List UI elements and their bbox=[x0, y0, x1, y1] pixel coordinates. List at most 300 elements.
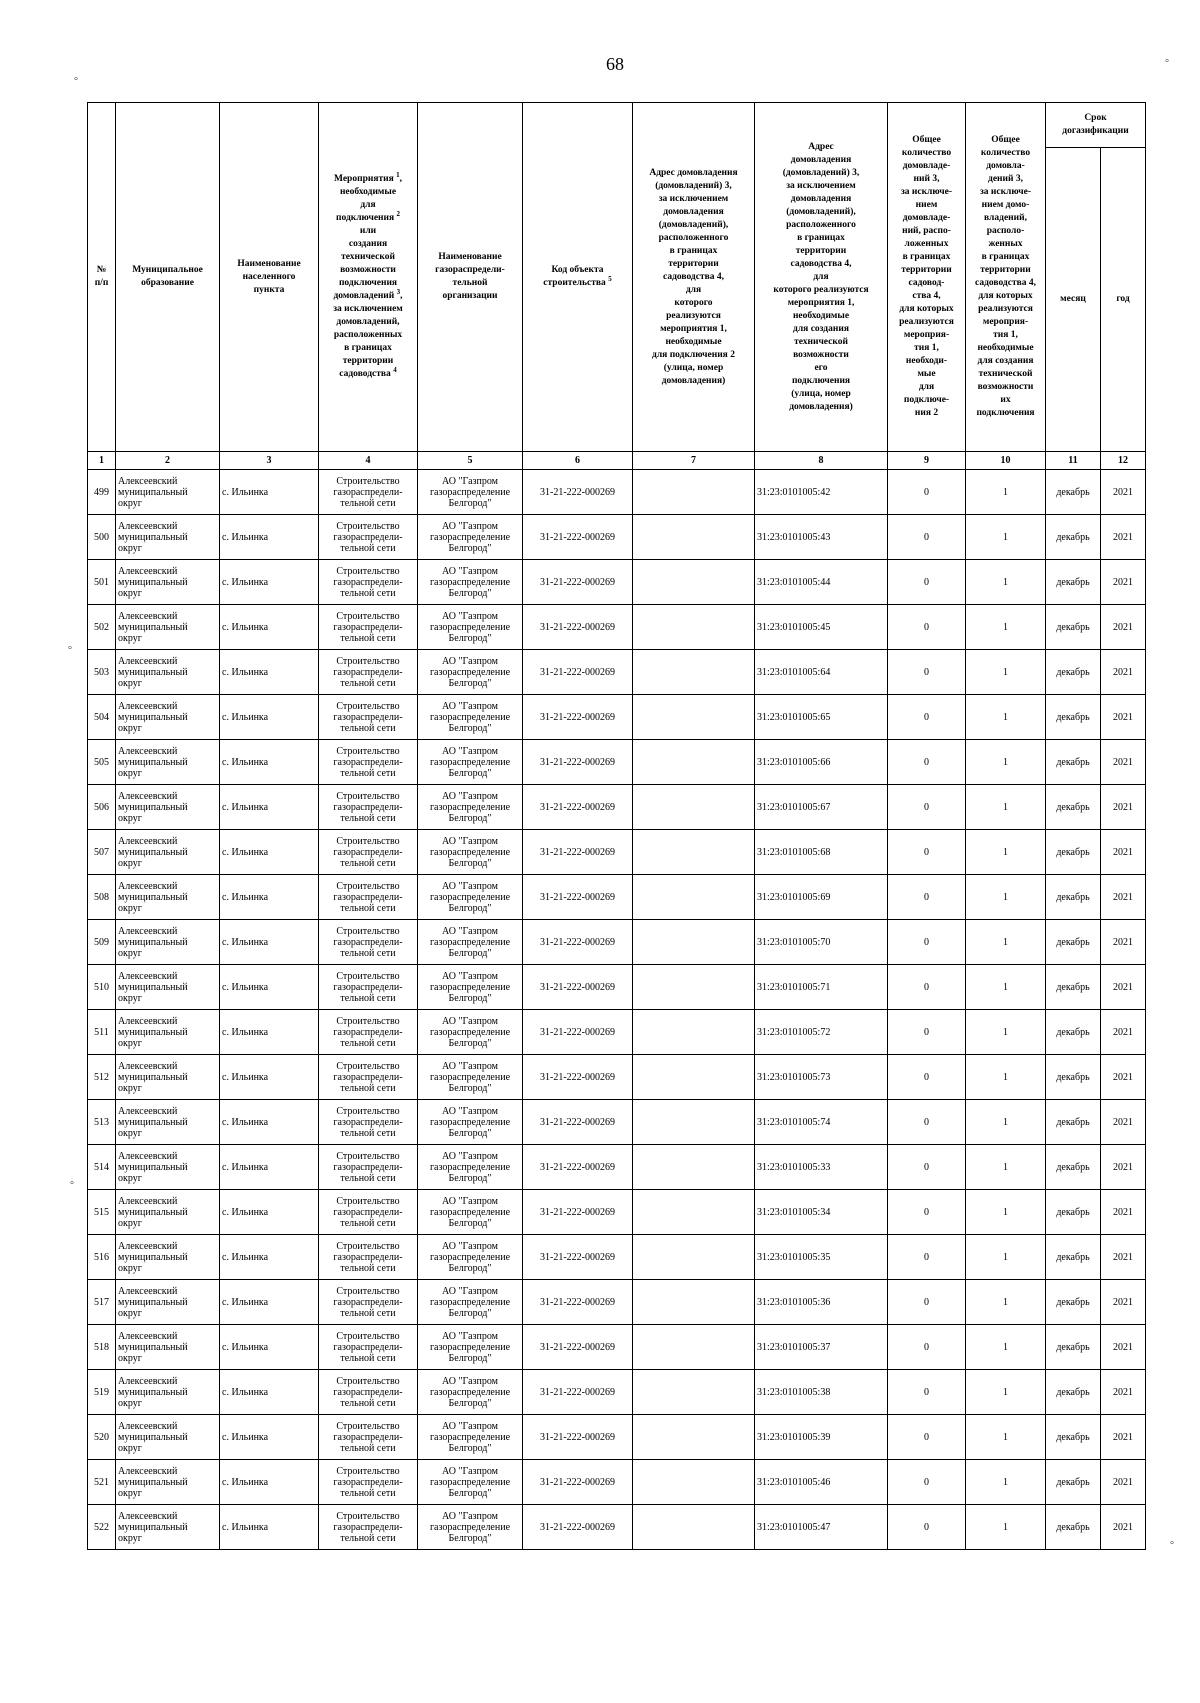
table-row bbox=[88, 1055, 1146, 1100]
cell-count-capacity: 1 bbox=[966, 560, 1046, 605]
cell-month: декабрь bbox=[1046, 515, 1101, 560]
column-number: 4 bbox=[319, 452, 418, 470]
cell-address-street bbox=[633, 605, 755, 650]
cell-address-street bbox=[633, 1280, 755, 1325]
header-address-cadastral: Адрес домовладения (домовладений) 3, за исключением домовладения (домовладений), расположенного в границах территории садоводства 4, для которого реализуются мероприятия 1, необходимые для создания технической возможности его подключения (улица, номер домовладения) bbox=[755, 103, 888, 452]
cell-settlement: с. Ильинка bbox=[220, 1280, 319, 1325]
table-row bbox=[88, 1325, 1146, 1370]
cell-num: 512 bbox=[88, 1055, 116, 1100]
cell-num: 499 bbox=[88, 470, 116, 515]
cell-object-code: 31-21-222-000269 bbox=[523, 1055, 633, 1100]
cell-activity: Строительство газораспредели- тельной сети bbox=[319, 1100, 418, 1145]
cell-activity: Строительство газораспредели- тельной сети bbox=[319, 1235, 418, 1280]
cell-object-code: 31-21-222-000269 bbox=[523, 1415, 633, 1460]
cell-municipality: Алексеевский муниципальный округ bbox=[116, 1460, 220, 1505]
cell-address-cadastral: 31:23:0101005:67 bbox=[755, 785, 888, 830]
cell-num: 513 bbox=[88, 1100, 116, 1145]
table-row bbox=[88, 1190, 1146, 1235]
cell-year: 2021 bbox=[1101, 1370, 1146, 1415]
cell-activity: Строительство газораспредели- тельной сети bbox=[319, 920, 418, 965]
cell-municipality: Алексеевский муниципальный округ bbox=[116, 1100, 220, 1145]
cell-address-street bbox=[633, 920, 755, 965]
cell-settlement: с. Ильинка bbox=[220, 695, 319, 740]
cell-gas-org: АО "Газпром газораспределение Белгород" bbox=[418, 920, 523, 965]
cell-gas-org: АО "Газпром газораспределение Белгород" bbox=[418, 1190, 523, 1235]
cell-object-code: 31-21-222-000269 bbox=[523, 1370, 633, 1415]
cell-count-connect: 0 bbox=[888, 1325, 966, 1370]
cell-gas-org: АО "Газпром газораспределение Белгород" bbox=[418, 605, 523, 650]
cell-gas-org: АО "Газпром газораспределение Белгород" bbox=[418, 695, 523, 740]
cell-year: 2021 bbox=[1101, 470, 1146, 515]
cell-num: 502 bbox=[88, 605, 116, 650]
header-activity-mid2: или создания технической возможности подключения домовладений bbox=[333, 226, 398, 301]
cell-year: 2021 bbox=[1101, 785, 1146, 830]
cell-municipality: Алексеевский муниципальный округ bbox=[116, 830, 220, 875]
cell-num: 510 bbox=[88, 965, 116, 1010]
cell-month: декабрь bbox=[1046, 695, 1101, 740]
cell-address-cadastral: 31:23:0101005:73 bbox=[755, 1055, 888, 1100]
cell-municipality: Алексеевский муниципальный округ bbox=[116, 560, 220, 605]
cell-municipality: Алексеевский муниципальный округ bbox=[116, 515, 220, 560]
cell-municipality: Алексеевский муниципальный округ bbox=[116, 1280, 220, 1325]
cell-month: декабрь bbox=[1046, 965, 1101, 1010]
cell-address-cadastral: 31:23:0101005:66 bbox=[755, 740, 888, 785]
cell-month: декабрь bbox=[1046, 1460, 1101, 1505]
cell-num: 511 bbox=[88, 1010, 116, 1055]
cell-settlement: с. Ильинка bbox=[220, 965, 319, 1010]
cell-address-street bbox=[633, 1100, 755, 1145]
cell-settlement: с. Ильинка bbox=[220, 920, 319, 965]
cell-address-street bbox=[633, 1325, 755, 1370]
header-count-capacity: Общее количество домовла- дений 3, за исключе- нием домо- владений, располо- женных в границах территории садоводства 4, для которых реализуются мероприя- тия 1, необходимые для создания технической возможности их подключения bbox=[966, 103, 1046, 452]
cell-municipality: Алексеевский муниципальный округ bbox=[116, 740, 220, 785]
column-number: 3 bbox=[220, 452, 319, 470]
cell-object-code: 31-21-222-000269 bbox=[523, 1145, 633, 1190]
cell-num: 504 bbox=[88, 695, 116, 740]
cell-address-street bbox=[633, 1145, 755, 1190]
cell-count-connect: 0 bbox=[888, 1505, 966, 1550]
cell-year: 2021 bbox=[1101, 515, 1146, 560]
table-row bbox=[88, 515, 1146, 560]
table-row bbox=[88, 1145, 1146, 1190]
cell-object-code: 31-21-222-000269 bbox=[523, 920, 633, 965]
cell-num: 519 bbox=[88, 1370, 116, 1415]
cell-activity: Строительство газораспредели- тельной сети bbox=[319, 515, 418, 560]
cell-year: 2021 bbox=[1101, 650, 1146, 695]
cell-month: декабрь bbox=[1046, 1010, 1101, 1055]
cell-count-capacity: 1 bbox=[966, 1055, 1046, 1100]
cell-count-capacity: 1 bbox=[966, 875, 1046, 920]
cell-count-connect: 0 bbox=[888, 650, 966, 695]
cell-count-capacity: 1 bbox=[966, 740, 1046, 785]
column-number: 8 bbox=[755, 452, 888, 470]
cell-month: декабрь bbox=[1046, 830, 1101, 875]
cell-settlement: с. Ильинка bbox=[220, 650, 319, 695]
cell-address-street bbox=[633, 1505, 755, 1550]
cell-municipality: Алексеевский муниципальный округ bbox=[116, 1055, 220, 1100]
cell-address-cadastral: 31:23:0101005:34 bbox=[755, 1190, 888, 1235]
header-year: год bbox=[1101, 148, 1146, 452]
cell-address-street bbox=[633, 875, 755, 920]
column-number: 5 bbox=[418, 452, 523, 470]
cell-address-cadastral: 31:23:0101005:33 bbox=[755, 1145, 888, 1190]
cell-year: 2021 bbox=[1101, 605, 1146, 650]
cell-num: 507 bbox=[88, 830, 116, 875]
header-object-code bbox=[523, 103, 633, 452]
cell-count-capacity: 1 bbox=[966, 695, 1046, 740]
column-number-row bbox=[88, 452, 1146, 470]
cell-month: декабрь bbox=[1046, 605, 1101, 650]
cell-month: декабрь bbox=[1046, 1415, 1101, 1460]
cell-settlement: с. Ильинка bbox=[220, 1145, 319, 1190]
cell-address-cadastral: 31:23:0101005:65 bbox=[755, 695, 888, 740]
cell-month: декабрь bbox=[1046, 1370, 1101, 1415]
cell-count-capacity: 1 bbox=[966, 1100, 1046, 1145]
cell-address-cadastral: 31:23:0101005:71 bbox=[755, 965, 888, 1010]
header-object-code-label: Код объекта строительства bbox=[543, 265, 606, 288]
cell-activity: Строительство газораспредели- тельной сети bbox=[319, 1370, 418, 1415]
cell-address-cadastral: 31:23:0101005:37 bbox=[755, 1325, 888, 1370]
cell-address-street bbox=[633, 830, 755, 875]
cell-num: 509 bbox=[88, 920, 116, 965]
cell-address-cadastral: 31:23:0101005:68 bbox=[755, 830, 888, 875]
header-activity-main: Мероприятия bbox=[334, 174, 397, 184]
cell-num: 517 bbox=[88, 1280, 116, 1325]
cell-num: 500 bbox=[88, 515, 116, 560]
gasification-table bbox=[87, 102, 1146, 1550]
column-number: 6 bbox=[523, 452, 633, 470]
cell-gas-org: АО "Газпром газораспределение Белгород" bbox=[418, 650, 523, 695]
cell-year: 2021 bbox=[1101, 875, 1146, 920]
cell-settlement: с. Ильинка bbox=[220, 1415, 319, 1460]
cell-num: 506 bbox=[88, 785, 116, 830]
table-row bbox=[88, 965, 1146, 1010]
cell-object-code: 31-21-222-000269 bbox=[523, 740, 633, 785]
cell-address-cadastral: 31:23:0101005:70 bbox=[755, 920, 888, 965]
header-num: № п/п bbox=[88, 103, 116, 452]
cell-settlement: с. Ильинка bbox=[220, 740, 319, 785]
cell-activity: Строительство газораспредели- тельной сети bbox=[319, 1010, 418, 1055]
column-number: 2 bbox=[116, 452, 220, 470]
cell-object-code: 31-21-222-000269 bbox=[523, 1190, 633, 1235]
cell-month: декабрь bbox=[1046, 785, 1101, 830]
table-row bbox=[88, 1415, 1146, 1460]
table-row bbox=[88, 1010, 1146, 1055]
cell-month: декабрь bbox=[1046, 470, 1101, 515]
cell-count-connect: 0 bbox=[888, 1460, 966, 1505]
cell-address-street bbox=[633, 740, 755, 785]
cell-settlement: с. Ильинка bbox=[220, 515, 319, 560]
cell-settlement: с. Ильинка bbox=[220, 1370, 319, 1415]
cell-count-connect: 0 bbox=[888, 1100, 966, 1145]
table-row bbox=[88, 605, 1146, 650]
cell-month: декабрь bbox=[1046, 1100, 1101, 1145]
table-row bbox=[88, 785, 1146, 830]
cell-address-cadastral: 31:23:0101005:45 bbox=[755, 605, 888, 650]
cell-year: 2021 bbox=[1101, 1055, 1146, 1100]
cell-activity: Строительство газораспредели- тельной сети bbox=[319, 1460, 418, 1505]
cell-address-street bbox=[633, 560, 755, 605]
cell-settlement: с. Ильинка bbox=[220, 1100, 319, 1145]
cell-address-street bbox=[633, 515, 755, 560]
cell-object-code: 31-21-222-000269 bbox=[523, 605, 633, 650]
cell-count-connect: 0 bbox=[888, 920, 966, 965]
cell-address-cadastral: 31:23:0101005:47 bbox=[755, 1505, 888, 1550]
cell-count-connect: 0 bbox=[888, 1190, 966, 1235]
cell-num: 520 bbox=[88, 1415, 116, 1460]
cell-municipality: Алексеевский муниципальный округ bbox=[116, 695, 220, 740]
cell-object-code: 31-21-222-000269 bbox=[523, 1010, 633, 1055]
cell-address-cadastral: 31:23:0101005:64 bbox=[755, 650, 888, 695]
cell-address-street bbox=[633, 1235, 755, 1280]
cell-count-capacity: 1 bbox=[966, 605, 1046, 650]
cell-gas-org: АО "Газпром газораспределение Белгород" bbox=[418, 1010, 523, 1055]
cell-municipality: Алексеевский муниципальный округ bbox=[116, 965, 220, 1010]
cell-settlement: с. Ильинка bbox=[220, 1505, 319, 1550]
cell-municipality: Алексеевский муниципальный округ bbox=[116, 605, 220, 650]
cell-gas-org: АО "Газпром газораспределение Белгород" bbox=[418, 875, 523, 920]
cell-gas-org: АО "Газпром газораспределение Белгород" bbox=[418, 740, 523, 785]
cell-year: 2021 bbox=[1101, 830, 1146, 875]
cell-year: 2021 bbox=[1101, 965, 1146, 1010]
cell-count-connect: 0 bbox=[888, 605, 966, 650]
cell-count-connect: 0 bbox=[888, 1145, 966, 1190]
cell-count-connect: 0 bbox=[888, 1235, 966, 1280]
cell-count-capacity: 1 bbox=[966, 1235, 1046, 1280]
cell-activity: Строительство газораспредели- тельной сети bbox=[319, 470, 418, 515]
header-activity-mid: , необходимые для подключения bbox=[336, 174, 402, 223]
cell-gas-org: АО "Газпром газораспределение Белгород" bbox=[418, 1460, 523, 1505]
cell-settlement: с. Ильинка bbox=[220, 785, 319, 830]
header-activity-tail: , за исключением домовладений, расположенных в границах территории садоводства bbox=[333, 291, 403, 379]
cell-address-street bbox=[633, 1190, 755, 1235]
cell-year: 2021 bbox=[1101, 1235, 1146, 1280]
cell-year: 2021 bbox=[1101, 740, 1146, 785]
cell-count-capacity: 1 bbox=[966, 965, 1046, 1010]
cell-municipality: Алексеевский муниципальный округ bbox=[116, 1505, 220, 1550]
cell-count-connect: 0 bbox=[888, 1280, 966, 1325]
cell-count-connect: 0 bbox=[888, 830, 966, 875]
cell-count-capacity: 1 bbox=[966, 830, 1046, 875]
cell-count-connect: 0 bbox=[888, 1055, 966, 1100]
cell-gas-org: АО "Газпром газораспределение Белгород" bbox=[418, 1325, 523, 1370]
cell-address-cadastral: 31:23:0101005:38 bbox=[755, 1370, 888, 1415]
header-activity bbox=[319, 103, 418, 452]
cell-num: 516 bbox=[88, 1235, 116, 1280]
table-row bbox=[88, 830, 1146, 875]
scan-speck: ° bbox=[70, 1180, 74, 1191]
cell-month: декабрь bbox=[1046, 560, 1101, 605]
cell-month: декабрь bbox=[1046, 1505, 1101, 1550]
cell-address-street bbox=[633, 965, 755, 1010]
table-row bbox=[88, 920, 1146, 965]
cell-address-street bbox=[633, 695, 755, 740]
cell-municipality: Алексеевский муниципальный округ bbox=[116, 1145, 220, 1190]
cell-month: декабрь bbox=[1046, 920, 1101, 965]
table-row bbox=[88, 1100, 1146, 1145]
cell-month: декабрь bbox=[1046, 875, 1101, 920]
cell-object-code: 31-21-222-000269 bbox=[523, 1460, 633, 1505]
cell-address-cadastral: 31:23:0101005:69 bbox=[755, 875, 888, 920]
cell-address-cadastral: 31:23:0101005:72 bbox=[755, 1010, 888, 1055]
cell-address-cadastral: 31:23:0101005:42 bbox=[755, 470, 888, 515]
cell-gas-org: АО "Газпром газораспределение Белгород" bbox=[418, 785, 523, 830]
cell-address-cadastral: 31:23:0101005:74 bbox=[755, 1100, 888, 1145]
cell-activity: Строительство газораспредели- тельной сети bbox=[319, 650, 418, 695]
column-number: 11 bbox=[1046, 452, 1101, 470]
cell-count-capacity: 1 bbox=[966, 515, 1046, 560]
cell-year: 2021 bbox=[1101, 1100, 1146, 1145]
scan-speck: ° bbox=[68, 645, 72, 656]
cell-address-cadastral: 31:23:0101005:46 bbox=[755, 1460, 888, 1505]
column-number: 9 bbox=[888, 452, 966, 470]
cell-count-connect: 0 bbox=[888, 470, 966, 515]
cell-year: 2021 bbox=[1101, 1325, 1146, 1370]
header-address-street: Адрес домовладения (домовладений) 3, за исключением домовладения (домовладений), расположенного в границах территории садоводства 4, для которого реализуются мероприятия 1, необходимые для подключения 2 (улица, номер домовладения) bbox=[633, 103, 755, 452]
header-settlement: Наименование населенного пункта bbox=[220, 103, 319, 452]
scan-speck: ° bbox=[1165, 58, 1169, 69]
cell-gas-org: АО "Газпром газораспределение Белгород" bbox=[418, 1235, 523, 1280]
header-gas-org: Наименование газораспредели- тельной организации bbox=[418, 103, 523, 452]
cell-count-connect: 0 bbox=[888, 695, 966, 740]
cell-month: декабрь bbox=[1046, 1145, 1101, 1190]
cell-object-code: 31-21-222-000269 bbox=[523, 1505, 633, 1550]
cell-gas-org: АО "Газпром газораспределение Белгород" bbox=[418, 470, 523, 515]
table-row bbox=[88, 740, 1146, 785]
cell-count-capacity: 1 bbox=[966, 1145, 1046, 1190]
cell-municipality: Алексеевский муниципальный округ bbox=[116, 1190, 220, 1235]
cell-activity: Строительство газораспредели- тельной сети bbox=[319, 605, 418, 650]
cell-address-cadastral: 31:23:0101005:39 bbox=[755, 1415, 888, 1460]
cell-count-connect: 0 bbox=[888, 560, 966, 605]
cell-municipality: Алексеевский муниципальный округ bbox=[116, 1010, 220, 1055]
cell-address-street bbox=[633, 1010, 755, 1055]
cell-year: 2021 bbox=[1101, 1145, 1146, 1190]
table-row bbox=[88, 1370, 1146, 1415]
table-row bbox=[88, 470, 1146, 515]
page-number: 68 bbox=[606, 54, 624, 74]
cell-count-capacity: 1 bbox=[966, 1370, 1046, 1415]
cell-gas-org: АО "Газпром газораспределение Белгород" bbox=[418, 1280, 523, 1325]
cell-year: 2021 bbox=[1101, 1415, 1146, 1460]
cell-object-code: 31-21-222-000269 bbox=[523, 515, 633, 560]
cell-count-connect: 0 bbox=[888, 1010, 966, 1055]
cell-count-capacity: 1 bbox=[966, 1280, 1046, 1325]
cell-month: декабрь bbox=[1046, 1190, 1101, 1235]
scan-speck: ° bbox=[1170, 1540, 1174, 1551]
header-activity-footnote-4: 4 bbox=[393, 365, 397, 374]
cell-object-code: 31-21-222-000269 bbox=[523, 1235, 633, 1280]
cell-municipality: Алексеевский муниципальный округ bbox=[116, 1235, 220, 1280]
header-activity-footnote-3: 3 bbox=[396, 287, 401, 296]
cell-activity: Строительство газораспредели- тельной сети bbox=[319, 830, 418, 875]
cell-activity: Строительство газораспредели- тельной сети bbox=[319, 875, 418, 920]
cell-address-street bbox=[633, 1460, 755, 1505]
cell-month: декабрь bbox=[1046, 1235, 1101, 1280]
cell-address-cadastral: 31:23:0101005:35 bbox=[755, 1235, 888, 1280]
table-row bbox=[88, 1235, 1146, 1280]
cell-count-capacity: 1 bbox=[966, 1460, 1046, 1505]
cell-municipality: Алексеевский муниципальный округ bbox=[116, 470, 220, 515]
cell-address-street bbox=[633, 1370, 755, 1415]
cell-activity: Строительство газораспредели- тельной сети bbox=[319, 740, 418, 785]
cell-month: декабрь bbox=[1046, 1325, 1101, 1370]
cell-num: 503 bbox=[88, 650, 116, 695]
table-row bbox=[88, 650, 1146, 695]
cell-month: декабрь bbox=[1046, 740, 1101, 785]
cell-object-code: 31-21-222-000269 bbox=[523, 650, 633, 695]
cell-activity: Строительство газораспредели- тельной сети bbox=[319, 560, 418, 605]
cell-object-code: 31-21-222-000269 bbox=[523, 785, 633, 830]
cell-count-connect: 0 bbox=[888, 875, 966, 920]
cell-settlement: с. Ильинка bbox=[220, 605, 319, 650]
scan-speck: ° bbox=[74, 76, 78, 87]
header-month: месяц bbox=[1046, 148, 1101, 452]
cell-activity: Строительство газораспредели- тельной сети bbox=[319, 1190, 418, 1235]
cell-address-street bbox=[633, 650, 755, 695]
cell-gas-org: АО "Газпром газораспределение Белгород" bbox=[418, 1100, 523, 1145]
cell-gas-org: АО "Газпром газораспределение Белгород" bbox=[418, 515, 523, 560]
cell-year: 2021 bbox=[1101, 1010, 1146, 1055]
cell-num: 514 bbox=[88, 1145, 116, 1190]
cell-object-code: 31-21-222-000269 bbox=[523, 875, 633, 920]
cell-settlement: с. Ильинка bbox=[220, 470, 319, 515]
cell-gas-org: АО "Газпром газораспределение Белгород" bbox=[418, 1505, 523, 1550]
cell-settlement: с. Ильинка bbox=[220, 1460, 319, 1505]
table-row bbox=[88, 1280, 1146, 1325]
cell-month: декабрь bbox=[1046, 650, 1101, 695]
cell-num: 521 bbox=[88, 1460, 116, 1505]
cell-year: 2021 bbox=[1101, 560, 1146, 605]
cell-activity: Строительство газораспредели- тельной сети bbox=[319, 965, 418, 1010]
cell-municipality: Алексеевский муниципальный округ bbox=[116, 1415, 220, 1460]
cell-gas-org: АО "Газпром газораспределение Белгород" bbox=[418, 830, 523, 875]
table-row bbox=[88, 695, 1146, 740]
column-number: 12 bbox=[1101, 452, 1146, 470]
table-row bbox=[88, 1505, 1146, 1550]
header-deadline: Срок догазификации bbox=[1046, 103, 1146, 148]
cell-year: 2021 bbox=[1101, 1505, 1146, 1550]
cell-settlement: с. Ильинка bbox=[220, 875, 319, 920]
cell-activity: Строительство газораспредели- тельной сети bbox=[319, 1415, 418, 1460]
header-activity-footnote-1: 1 bbox=[396, 170, 400, 179]
cell-municipality: Алексеевский муниципальный округ bbox=[116, 650, 220, 695]
cell-gas-org: АО "Газпром газораспределение Белгород" bbox=[418, 965, 523, 1010]
cell-month: декабрь bbox=[1046, 1055, 1101, 1100]
cell-num: 501 bbox=[88, 560, 116, 605]
cell-municipality: Алексеевский муниципальный округ bbox=[116, 785, 220, 830]
column-number: 1 bbox=[88, 452, 116, 470]
cell-count-connect: 0 bbox=[888, 785, 966, 830]
cell-count-capacity: 1 bbox=[966, 1505, 1046, 1550]
cell-count-connect: 0 bbox=[888, 1370, 966, 1415]
cell-num: 515 bbox=[88, 1190, 116, 1235]
cell-municipality: Алексеевский муниципальный округ bbox=[116, 1370, 220, 1415]
cell-gas-org: АО "Газпром газораспределение Белгород" bbox=[418, 1415, 523, 1460]
cell-address-street bbox=[633, 470, 755, 515]
cell-count-capacity: 1 bbox=[966, 470, 1046, 515]
header-count-connect: Общее количество домовладе- ний 3, за исключе- нием домовладе- ний, распо- ложенных в границах территории садовод- ства 4, для которых реализуются мероприя- тия 1, необходи- мые для подключе- ния 2 bbox=[888, 103, 966, 452]
cell-address-cadastral: 31:23:0101005:43 bbox=[755, 515, 888, 560]
cell-year: 2021 bbox=[1101, 1460, 1146, 1505]
cell-gas-org: АО "Газпром газораспределение Белгород" bbox=[418, 560, 523, 605]
cell-activity: Строительство газораспредели- тельной сети bbox=[319, 1505, 418, 1550]
header-municipality: Муниципальное образование bbox=[116, 103, 220, 452]
cell-count-connect: 0 bbox=[888, 965, 966, 1010]
cell-address-street bbox=[633, 785, 755, 830]
cell-count-connect: 0 bbox=[888, 1415, 966, 1460]
cell-address-street bbox=[633, 1055, 755, 1100]
